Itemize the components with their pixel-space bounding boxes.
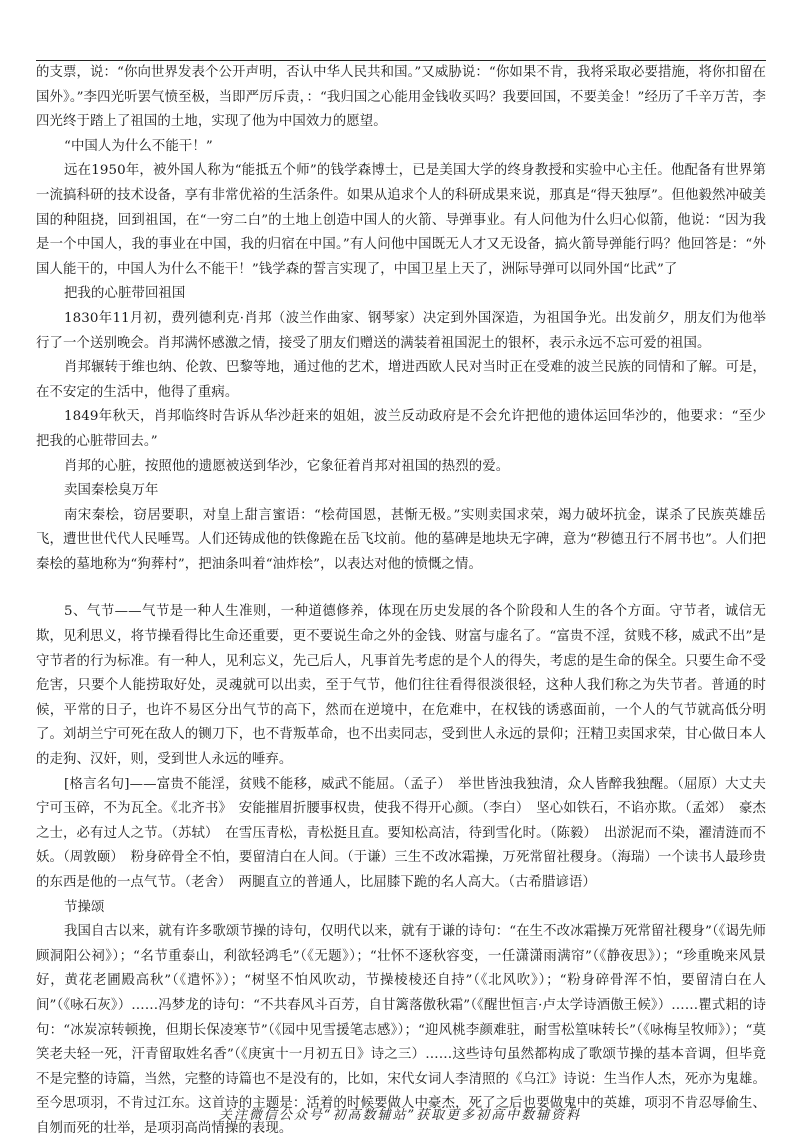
footer-note: 关注微信公众号“初高数辅站”获取更多初高中数辅资料 [218, 1108, 582, 1123]
paragraph-heading-3: 把我的心脏带回祖国 [64, 286, 186, 302]
paragraph-6: 1849年秋天，肖邦临终时告诉从华沙赶来的姐姐，波兰反动政府是不会允许把他的遗体运回华沙的，他要求：“至少把我的心脏带回去。” [36, 409, 766, 449]
paragraph-heading-8: 卖国秦桧臭万年 [64, 483, 159, 499]
paragraph-5: 肖邦辗转于维也纳、伦敦、巴黎等地，通过他的艺术，增进西欧人民对当时正在受难的波兰民族的同情和了解。可是，在不安定的生活中，他得了重病。 [36, 360, 766, 400]
paragraph-heading-13: 节操颂 [64, 899, 105, 915]
section-gap [36, 577, 766, 600]
paragraph-14: 我国自古以来，就有许多歌颂节操的诗句，仅明代以来，就有于谦的诗句：“在生不改冰霜操万死常留社稷身”（《谒先师顾洞阳公祠》）；“名节重泰山，利欲轻鸿毛”（《无题》）；“壮怀不逐秋容变，一任潇潇雨满帘”（《静夜思》）；“珍重晚来风景好，黄花老圃殿高秋”（《遣怀》）；“树坚不怕风吹动，节操棱棱还自持”（《北风吹》）；“粉身碎骨浑不怕，要留清白在人间”（《咏石灰》）……冯梦龙的诗句：“不共春风斗百芳，自甘篱落傲秋霜”（《醒世恒言·卢太学诗酒傲王候》）……瞿式耜的诗句：“冰炭凉转顿挽，但期长保凌寒节”（《园中见雪援笔志感》）；“迎风桃李颜难驻，耐雪松篁味转长”（《咏梅呈牧师》）；“莫笑老夫轻一死，汗青留取姓名香”（《庚寅十一月初五日》诗之三）……这些诗句虽然都构成了歌颂节操的基本音调，但毕竟不是完整的诗篇，当然，完整的诗篇也不是没有的，比如，宋代女词人李清照的《乌江》诗说：生当作人杰，死亦为鬼雄。至今思项羽，不肯过江东。这首诗的主题是：活着的时候要做人中豪杰，死了之后也要做鬼中的英雄，项羽不肯忍辱偷生、自刎而死的壮举，是项羽高尚情操的表现。 [36, 924, 766, 1136]
paragraph-11: 5、气节——气节是一种人生准则，一种道德修养，体现在历史发展的各个阶段和人生的各个方面。守节者，诚信无欺，见利思义，将节操看得比生命还重要，更不要说生命之外的金钱、财富与虚名了。“富贵不淫，贫贱不移，威武不出”是守节者的行为标准。有一种人，见利忘义，先己后人，凡事首先考虑的是个人的得失，考虑的是生命的保全。只要生命不受危害，只要个人能捞取好处，灵魂就可以出卖，至于气节，他们往往看得很淡很轻，这种人我们称之为失节者。普通的时候，平常的日子，也许不易区分出气节的高下，然而在逆境中，在危难中，在权钱的诱惑面前，一个人的气节就高低分明了。刘胡兰宁可死在敌人的铡刀下，也不背叛革命，也不出卖同志，受到世人永远的景仰；汪精卫卖国求荣，甘心做日本人的走狗、汉奸，则，受到世人永远的唾弃。 [36, 604, 766, 768]
paragraph-4: 1830年11月初，费列德利克·肖邦（波兰作曲家、钢琴家）决定到外国深造，为祖国争光。出发前夕，朋友们为他举行了一个送别晚会。肖邦满怀感激之情，接受了朋友们赠送的满装着祖国泥土的银杯，表示永远不忘可爱的祖国。 [36, 310, 766, 351]
document-body [36, 60, 766, 1142]
paragraph-heading-1: “中国人为什么不能干！” [64, 138, 213, 154]
paragraph-2: 远在1950年，被外国人称为“能抵五个师”的钱学森博士，已是美国大学的终身教授和实验中心主任。他配备有世界第一流搞科研的技术设备，享有非常优裕的生活条件。如果从追求个人的科研成果来说，那真是“得天独厚”。但他毅然冲破美国的种阻挠，回到祖国，在“一穷二白”的土地上创造中国人的火箭、导弹事业。有人问他为什么归心似箭，他说：“因为我是一个中国人，我的事业在中国，我的归宿在中国。”有人问他中国既无人才又无设备，搞火箭导弹能行吗？他回答是：“外国人能干的，中国人为什么不能干！”钱学森的誓言实现了，中国卫星上天了，洲际导弹可以同外国“比武”了 [36, 163, 766, 277]
paragraph-0: 的支票，说：“你向世界发表个公开声明，否认中华人民共和国。”又威胁说：“你如果不肯，我将采取必要措施，将你扣留在国外》。”李四光听罢气愤至极，当即严厉斥责，：“我归国之心能用金钱收买吗？我要回国，不要美金！”经历了千辛万苦，李四光终于踏上了祖国的土地，实现了他为中国效力的愿望。 [36, 65, 766, 130]
paragraph-9: 南宋秦桧，窃居要职，对皇上甜言蜜语：“桧荷国恩，甚惭无极。”实则卖国求荣，竭力破坏抗金，谋杀了民族英雄岳飞，遭世世代代人民唾骂。人们还铸成他的铁像跪在岳飞坟前。他的墓碑是地块无字碑，意为“秽德丑行不屑书也”。人们把秦桧的墓地称为“狗葬村”，把油条叫着“油炸桧”，以表达对他的愤慨之情。 [36, 507, 766, 572]
paragraph-quotes: [格言名句]——富贵不能淫，贫贱不能移，威武不能屈。（孟子） 举世皆浊我独清，众人皆醉我独醒。（屈原）大丈夫宁可玉碎，不为瓦全。《北齐书》 安能摧眉折腰事权贵，使我不得开心颜。（李白） 坚心如铁石，不谄亦欺。（孟郊） 豪杰之士，必有过人之节。（苏轼） 在雪压青松，青松挺且直。要知松高洁，待到雪化时。（陈毅） 出淤泥而不染，濯清涟而不妖。（周敦颐） 粉身碎骨全不怕，要留清白在人间。（于谦）三生不改冰霜操，万死常留社稷身。（海瑞）一个读书人最珍贵的东西是他的一点气节。（老舍） 两腿直立的普通人，比屈膝下跪的名人高大。（古希腊谚语） [36, 776, 766, 890]
paragraph-7: 肖邦的心脏，按照他的遗愿被送到华沙，它象征着肖邦对祖国的热烈的爱。 [64, 458, 510, 474]
